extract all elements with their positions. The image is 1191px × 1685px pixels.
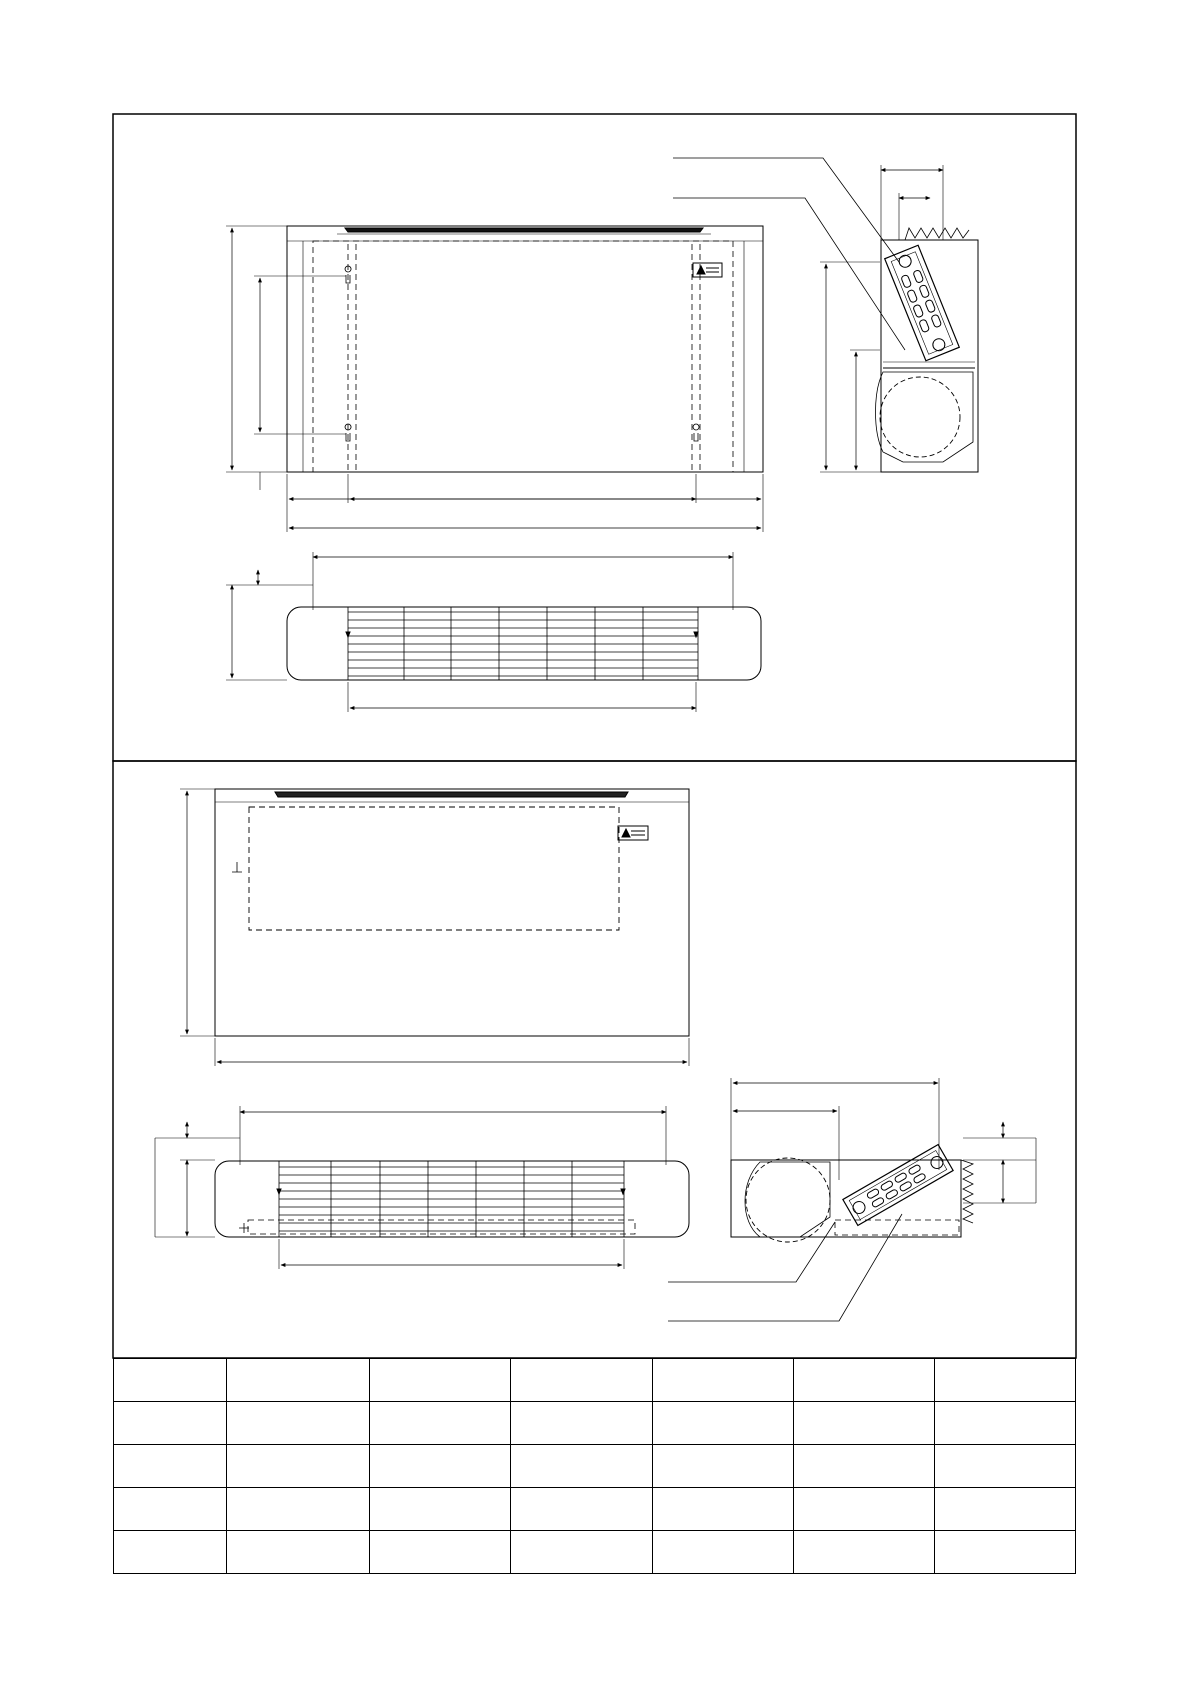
table-cell bbox=[370, 1359, 511, 1402]
table-cell bbox=[227, 1445, 370, 1488]
table-cell bbox=[511, 1531, 652, 1574]
table-cell bbox=[652, 1488, 793, 1531]
table-row bbox=[114, 1531, 1076, 1574]
spec-table bbox=[113, 1358, 1076, 1574]
table-cell bbox=[793, 1531, 934, 1574]
table-cell bbox=[934, 1402, 1075, 1445]
table-cell bbox=[227, 1488, 370, 1531]
table-cell bbox=[793, 1359, 934, 1402]
table-cell bbox=[511, 1359, 652, 1402]
table-cell bbox=[114, 1445, 227, 1488]
table-cell bbox=[114, 1359, 227, 1402]
bottom-panel-frame bbox=[113, 761, 1076, 1358]
table-cell bbox=[114, 1402, 227, 1445]
table-cell bbox=[652, 1531, 793, 1574]
table-row bbox=[114, 1488, 1076, 1531]
table-cell bbox=[793, 1402, 934, 1445]
table-cell bbox=[370, 1488, 511, 1531]
table-cell bbox=[652, 1402, 793, 1445]
table-cell bbox=[227, 1359, 370, 1402]
table-cell bbox=[934, 1531, 1075, 1574]
table-cell bbox=[227, 1531, 370, 1574]
top-panel-frame bbox=[113, 114, 1076, 761]
table-cell bbox=[511, 1488, 652, 1531]
table-cell bbox=[934, 1359, 1075, 1402]
table-cell bbox=[934, 1445, 1075, 1488]
side-section-view-ceiling bbox=[668, 1078, 1036, 1321]
table-cell bbox=[114, 1531, 227, 1574]
table-cell bbox=[370, 1445, 511, 1488]
front-elevation-view bbox=[226, 226, 763, 532]
front-view-ceiling bbox=[180, 789, 689, 1066]
table-cell bbox=[652, 1359, 793, 1402]
table-cell bbox=[114, 1488, 227, 1531]
table-cell bbox=[511, 1445, 652, 1488]
table-row bbox=[114, 1402, 1076, 1445]
table-cell bbox=[652, 1445, 793, 1488]
table-cell bbox=[370, 1402, 511, 1445]
plan-view-top bbox=[226, 552, 761, 712]
table-cell bbox=[793, 1488, 934, 1531]
table-cell bbox=[227, 1402, 370, 1445]
table-cell bbox=[370, 1531, 511, 1574]
table-row bbox=[114, 1445, 1076, 1488]
side-section-view bbox=[673, 158, 978, 472]
table-cell bbox=[511, 1402, 652, 1445]
table-cell bbox=[793, 1445, 934, 1488]
table-row bbox=[114, 1359, 1076, 1402]
plan-view-bottom bbox=[155, 1106, 689, 1269]
table-cell bbox=[934, 1488, 1075, 1531]
